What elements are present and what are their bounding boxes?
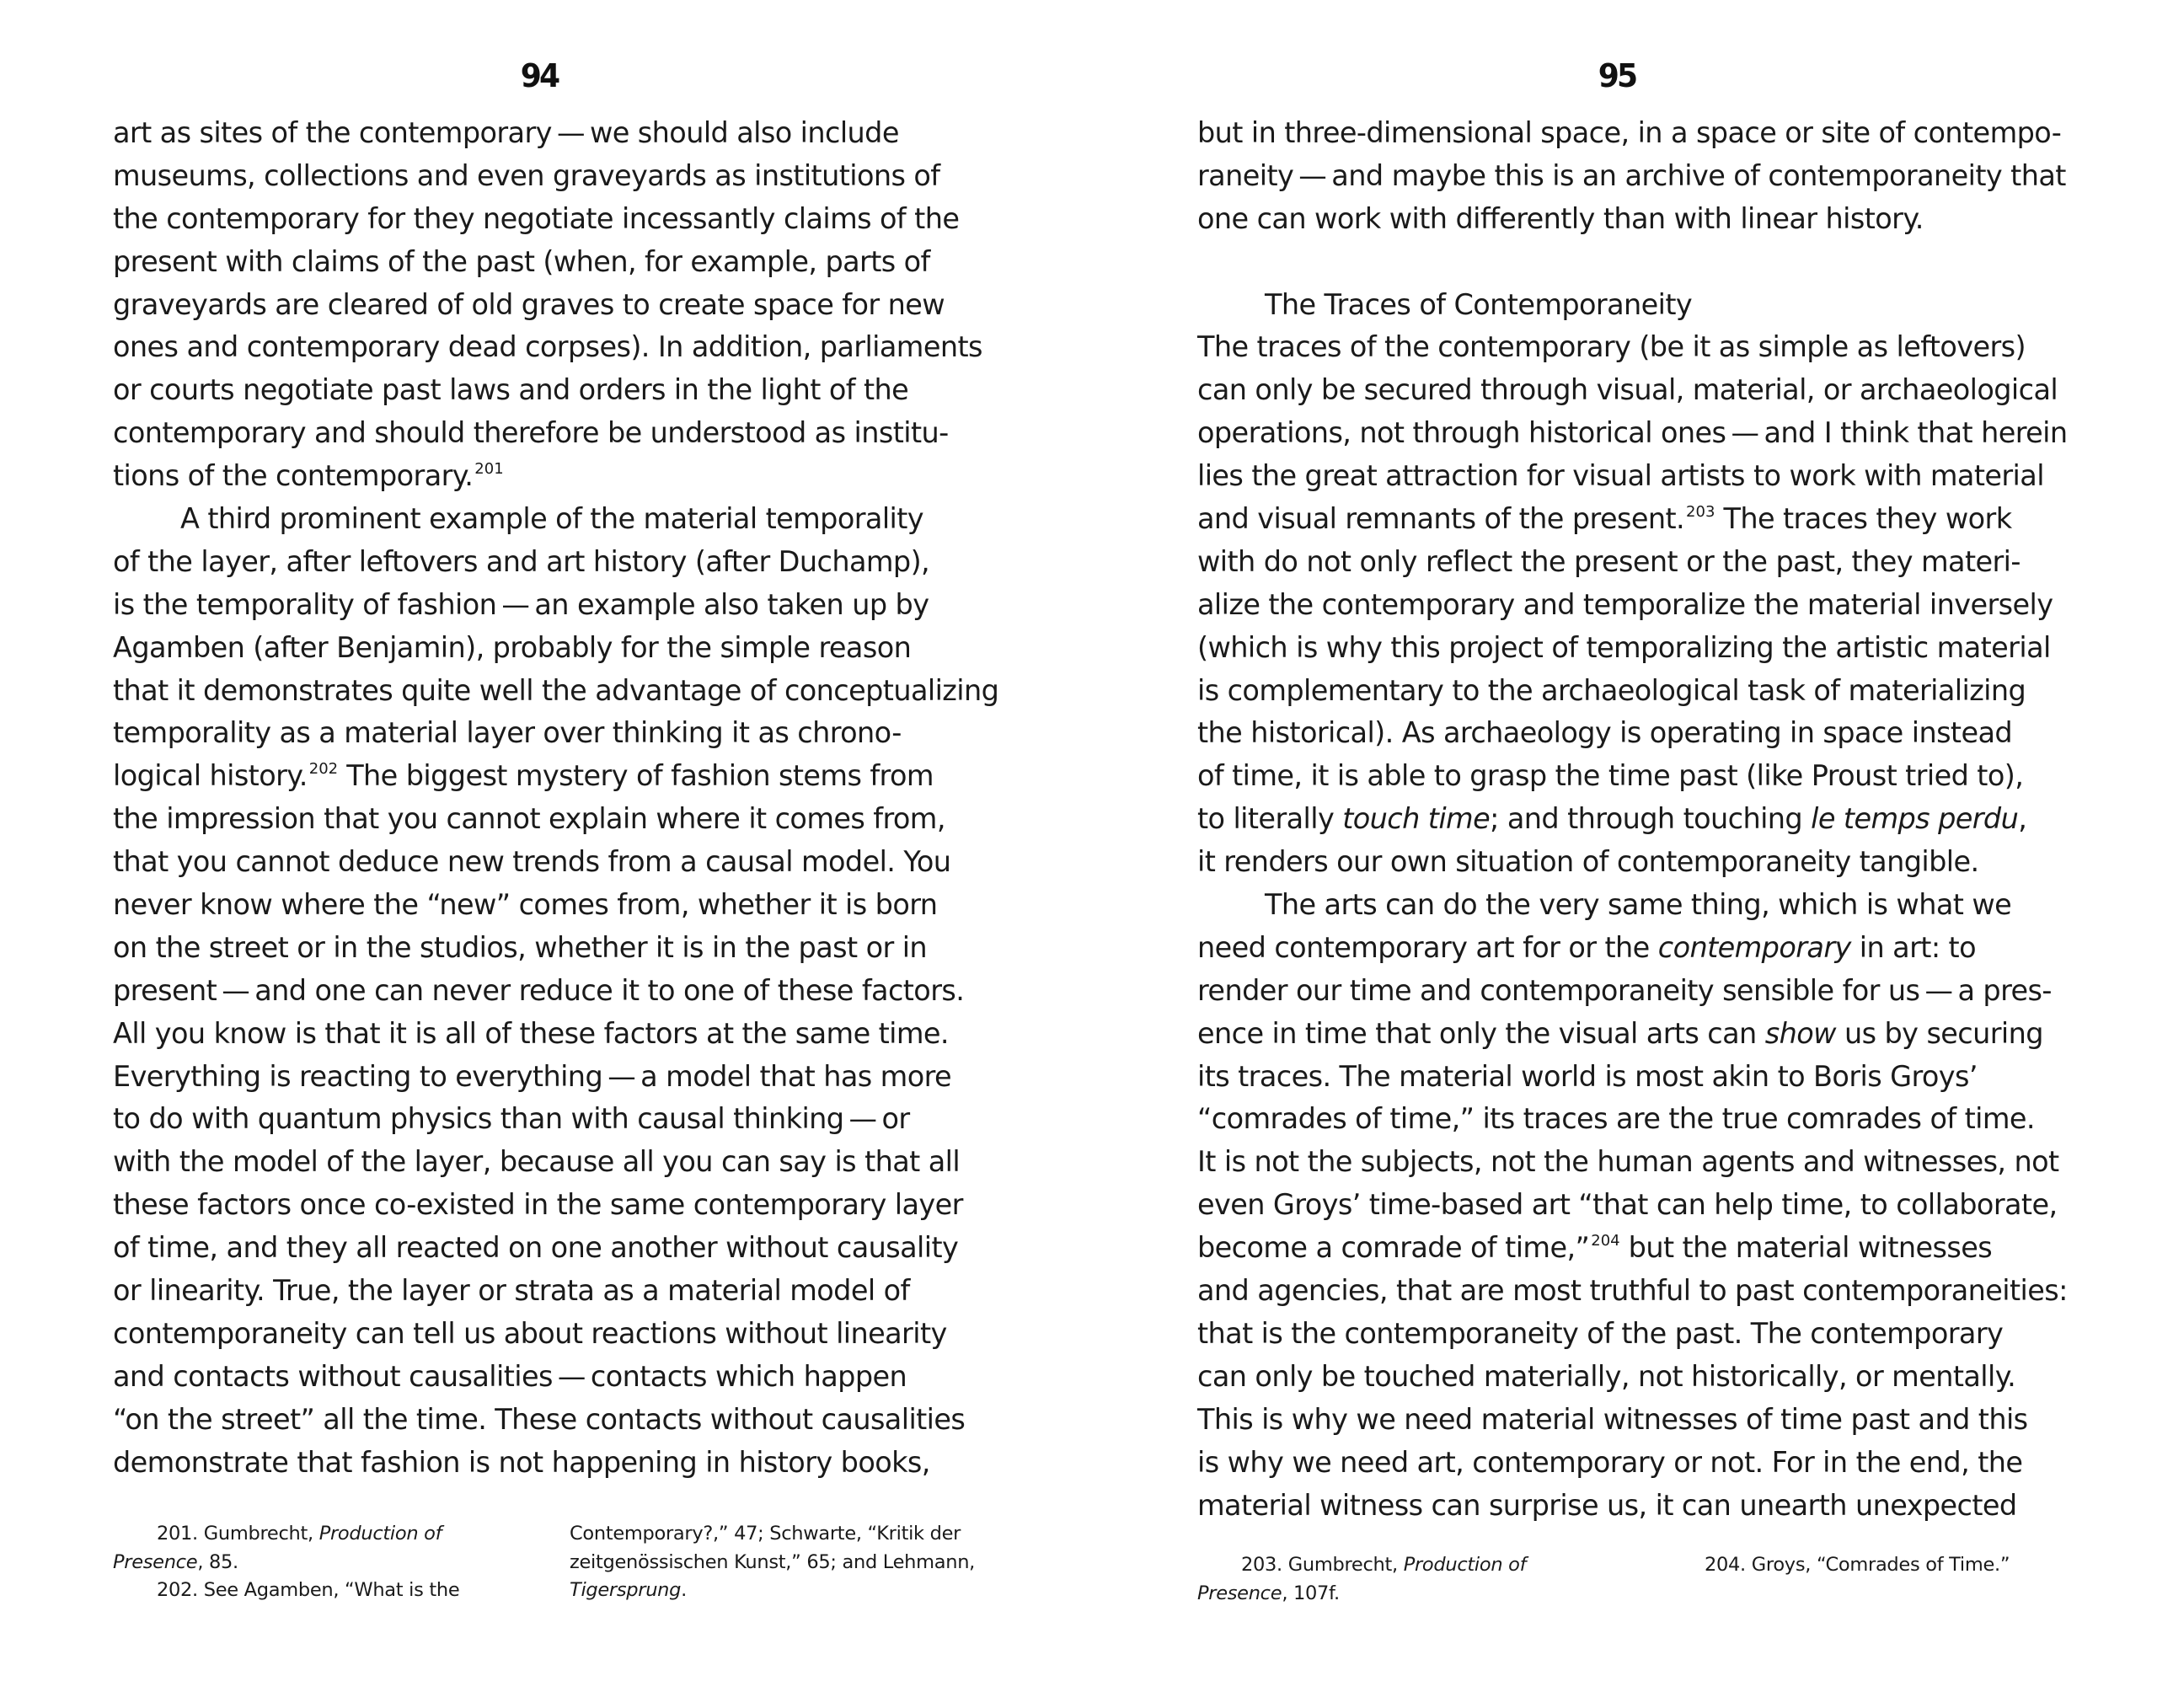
footnote-reference[interactable]: 204	[1591, 1232, 1620, 1250]
text-run: the impression that you cannot explain where it comes from,	[113, 802, 945, 836]
footnote-reference[interactable]: 202	[308, 760, 339, 779]
text-line	[1197, 884, 2082, 927]
text-line	[113, 584, 998, 627]
text-run: The traces they work	[1715, 502, 2012, 536]
blank-line	[1197, 241, 2082, 284]
footnote-line	[113, 1549, 459, 1577]
text-run: or courts negotiate past laws and orders in the light of the	[113, 373, 909, 407]
text-line	[113, 927, 998, 970]
text-run: art as sites of the contemporary — we should also include	[113, 116, 899, 149]
text-line	[1197, 1356, 2082, 1399]
text-run: is complementary to the archaeological task of materializing	[1197, 673, 2026, 707]
text-line	[113, 1356, 998, 1399]
text-line	[1197, 798, 2082, 841]
text-line	[1197, 1485, 2082, 1528]
text-run: The biggest mystery of fashion stems from	[338, 759, 934, 793]
text-run: “comrades of time,” its traces are the true comrades of time.	[1197, 1102, 2035, 1136]
text-run: ,	[2018, 802, 2027, 836]
text-line	[113, 755, 998, 798]
text-run: that it demonstrates quite well the advantage of conceptualizing	[113, 673, 999, 707]
italic-text: show	[1764, 1016, 1836, 1050]
footnote-line	[570, 1577, 975, 1605]
text-run: temporality as a material layer over thinking it as chrono-	[113, 716, 902, 750]
text-run: 203. Gumbrecht,	[1241, 1554, 1404, 1576]
text-run: or linearity. True, the layer or strata as a material model of	[113, 1274, 910, 1308]
text-line	[1197, 541, 2082, 584]
text-run: material witness can surprise us, it can unearth unexpected	[1197, 1488, 2017, 1522]
section-heading	[1197, 284, 2082, 327]
text-run: in art: to	[1850, 930, 1976, 964]
text-run: that you cannot deduce new trends from a causal model. You	[113, 845, 951, 879]
left-page	[0, 0, 1078, 1708]
italic-text: Production of	[318, 1523, 442, 1545]
footnote-line	[113, 1577, 459, 1605]
text-run: become a comrade of time,”	[1197, 1231, 1590, 1265]
text-line	[113, 284, 998, 327]
text-line	[1197, 412, 2082, 455]
italic-text: Tigersprung	[570, 1579, 682, 1601]
text-line	[113, 369, 998, 412]
text-run: The traces of the contemporary (be it as simple as leftovers)	[1197, 330, 2026, 364]
text-run: present with claims of the past (when, for example, parts of	[113, 244, 930, 278]
footnote-line	[1197, 1580, 1526, 1609]
page-number: 95	[1598, 57, 1636, 94]
text-run: operations, not through historical ones — and I think that herein	[1197, 416, 2068, 450]
text-run: but the material witnesses	[1619, 1231, 1993, 1265]
text-line	[1197, 1141, 2082, 1184]
text-run: tions of the contemporary.	[113, 459, 474, 493]
text-run: of time, it is able to grasp the time past (like Proust tried to),	[1197, 759, 2024, 793]
text-run: It is not the subjects, not the human agents and witnesses, not	[1197, 1145, 2059, 1179]
text-line	[113, 412, 998, 455]
italic-text: Presence	[1197, 1582, 1282, 1604]
text-run: can only be touched materially, not historically, or mentally.	[1197, 1359, 2016, 1393]
text-line	[113, 1056, 998, 1099]
text-run: Contemporary?,” 47; Schwarte, “Kritik der	[570, 1523, 961, 1545]
text-run: , 85.	[197, 1550, 238, 1573]
text-line	[1197, 712, 2082, 755]
text-run: and visual remnants of the present.	[1197, 502, 1685, 536]
text-run: contemporary and should therefore be understood as institu-	[113, 416, 949, 450]
italic-text: Presence	[113, 1550, 198, 1573]
text-line	[113, 841, 998, 884]
text-line	[113, 541, 998, 584]
footnote-line	[113, 1520, 459, 1549]
text-line	[1197, 627, 2082, 670]
text-line	[1197, 1313, 2082, 1356]
italic-text: contemporary	[1657, 930, 1851, 964]
text-run: never know where the “new” comes from, whether it is born	[113, 888, 938, 922]
text-run: 204. Groys, “Comrades of Time.”	[1705, 1554, 2010, 1576]
text-run: but in three-dimensional space, in a space or site of contempo-	[1197, 116, 2062, 149]
text-run: logical history.	[113, 759, 308, 793]
text-run: of time, and they all reacted on one another without causality	[113, 1231, 959, 1265]
footnotes	[1197, 1551, 2082, 1619]
text-run: The arts can do the very same thing, which is what we	[1265, 888, 2012, 922]
text-run: of the layer, after leftovers and art history (after Duchamp),	[113, 544, 930, 578]
text-line	[1197, 1442, 2082, 1485]
text-line	[1197, 1184, 2082, 1227]
text-line	[113, 1141, 998, 1184]
text-line	[1197, 670, 2082, 713]
text-line	[1197, 755, 2082, 798]
text-run: ones and contemporary dead corpses). In addition, parliaments	[113, 330, 982, 364]
footnote-line	[570, 1549, 975, 1577]
text-run: present — and one can never reduce it to one of these factors.	[113, 973, 965, 1007]
footnote-column	[113, 1520, 459, 1605]
text-run: with do not only reflect the present or the past, they materi-	[1197, 544, 2021, 578]
text-line	[1197, 1056, 2082, 1099]
text-line	[1197, 927, 2082, 970]
text-run: us by securing	[1835, 1016, 2043, 1050]
text-run: the contemporary for they negotiate incessantly claims of the	[113, 201, 960, 235]
text-line	[1197, 970, 2082, 1013]
text-run: the historical). As archaeology is operating in space instead	[1197, 716, 2013, 750]
text-run: Everything is reacting to everything — a model that has more	[113, 1059, 952, 1093]
italic-text: Production of	[1403, 1554, 1527, 1576]
body-text	[1197, 112, 2082, 1527]
text-line	[113, 326, 998, 369]
text-run: and contacts without causalities — contacts which happen	[113, 1359, 907, 1393]
text-line	[1197, 155, 2082, 198]
footnote-column	[1197, 1551, 1526, 1608]
text-line	[113, 198, 998, 241]
text-line	[1197, 1399, 2082, 1442]
text-line	[113, 1442, 998, 1485]
text-run: .	[681, 1579, 687, 1601]
text-run: “on the street” all the time. These contacts without causalities	[113, 1402, 966, 1436]
text-run: museums, collections and even graveyards as institutions of	[113, 158, 940, 192]
text-run: is the temporality of fashion — an example also taken up by	[113, 587, 929, 621]
text-line	[113, 627, 998, 670]
text-line	[1197, 112, 2082, 155]
text-run: to do with quantum physics than with causal thinking — or	[113, 1102, 910, 1136]
text-run: A third prominent example of the material temporality	[180, 502, 924, 536]
text-line	[113, 112, 998, 155]
footnote-column	[570, 1520, 975, 1605]
footnote-line	[1197, 1551, 1526, 1580]
text-run: demonstrate that fashion is not happening in history books,	[113, 1445, 930, 1479]
text-line	[113, 155, 998, 198]
text-line	[1197, 1227, 2082, 1270]
text-run: raneity — and maybe this is an archive of contemporaneity that	[1197, 158, 2066, 192]
text-run: contemporaneity can tell us about reactions without linearity	[113, 1316, 947, 1350]
text-run: alize the contemporary and temporalize the material inversely	[1197, 587, 2053, 621]
text-run: on the street or in the studios, whether it is in the past or in	[113, 930, 928, 964]
body-text	[113, 112, 998, 1485]
footnote-reference[interactable]: 203	[1686, 503, 1715, 522]
text-run: can only be secured through visual, material, or archaeological	[1197, 373, 2058, 407]
footnote-line	[1705, 1551, 2010, 1580]
text-line	[1197, 498, 2082, 541]
text-run: that is the contemporaneity of the past. The contemporary	[1197, 1316, 2004, 1350]
text-line	[113, 712, 998, 755]
text-line	[1197, 841, 2082, 884]
text-line	[1197, 1270, 2082, 1313]
text-line	[113, 1270, 998, 1313]
footnotes	[113, 1520, 998, 1613]
text-run: ence in time that only the visual arts can	[1197, 1016, 1765, 1050]
footnote-column	[1705, 1551, 2010, 1580]
text-run: The Traces of Contemporaneity	[1265, 287, 1693, 321]
text-run: ; and through touching	[1490, 802, 1812, 836]
text-line	[113, 1013, 998, 1056]
text-line	[113, 798, 998, 841]
text-line	[113, 1227, 998, 1270]
text-run: lies the great attraction for visual artists to work with material	[1197, 459, 2044, 493]
text-line	[113, 970, 998, 1013]
text-run: and agencies, that are most truthful to past contemporaneities:	[1197, 1274, 2068, 1308]
text-run: is why we need art, contemporary or not. For in the end, the	[1197, 1445, 2023, 1479]
italic-text: touch time	[1342, 802, 1491, 836]
text-run: need contemporary art for or the	[1197, 930, 1658, 964]
text-line	[1197, 369, 2082, 412]
text-line	[113, 241, 998, 284]
text-run: one can work with differently than with linear history.	[1197, 201, 1924, 235]
text-line	[113, 670, 998, 713]
text-line	[1197, 326, 2082, 369]
text-run: graveyards are cleared of old graves to create space for new	[113, 287, 945, 321]
text-line	[113, 1098, 998, 1141]
italic-text: le temps perdu	[1811, 802, 2019, 836]
text-run: it renders our own situation of contemporaneity tangible.	[1197, 845, 1979, 879]
text-line	[1197, 198, 2082, 241]
text-run: its traces. The material world is most akin to Boris Groys’	[1197, 1059, 1978, 1093]
text-run: This is why we need material witnesses of time past and this	[1197, 1402, 2028, 1436]
text-line	[113, 1184, 998, 1227]
text-line	[1197, 584, 2082, 627]
text-line	[113, 455, 998, 498]
text-line	[113, 498, 998, 541]
text-run: zeitgenössischen Kunst,” 65; and Lehmann,	[570, 1550, 976, 1573]
text-run: even Groys’ time-based art “that can help time, to collaborate,	[1197, 1188, 2058, 1222]
text-run: render our time and contemporaneity sensible for us — a pres-	[1197, 973, 2052, 1007]
text-run: with the model of the layer, because all you can say is that all	[113, 1145, 961, 1179]
right-page	[1078, 0, 2157, 1708]
footnote-reference[interactable]: 201	[474, 460, 504, 479]
footnote-line	[570, 1520, 975, 1549]
text-line	[1197, 455, 2082, 498]
text-run: these factors once co-existed in the same contemporary layer	[113, 1188, 963, 1222]
text-run: Agamben (after Benjamin), probably for the simple reason	[113, 630, 912, 664]
text-run: , 107f.	[1282, 1582, 1340, 1604]
text-line	[113, 1399, 998, 1442]
page-number: 94	[520, 57, 559, 94]
text-run: (which is why this project of temporalizing the artistic material	[1197, 630, 2051, 664]
text-run: All you know is that it is all of these factors at the same time.	[113, 1016, 949, 1050]
text-run: 202. See Agamben, “What is the	[157, 1579, 460, 1601]
text-line	[1197, 1098, 2082, 1141]
text-run: to literally	[1197, 802, 1343, 836]
text-run: 201. Gumbrecht,	[157, 1523, 319, 1545]
text-line	[1197, 1013, 2082, 1056]
text-line	[113, 884, 998, 927]
text-line	[113, 1313, 998, 1356]
